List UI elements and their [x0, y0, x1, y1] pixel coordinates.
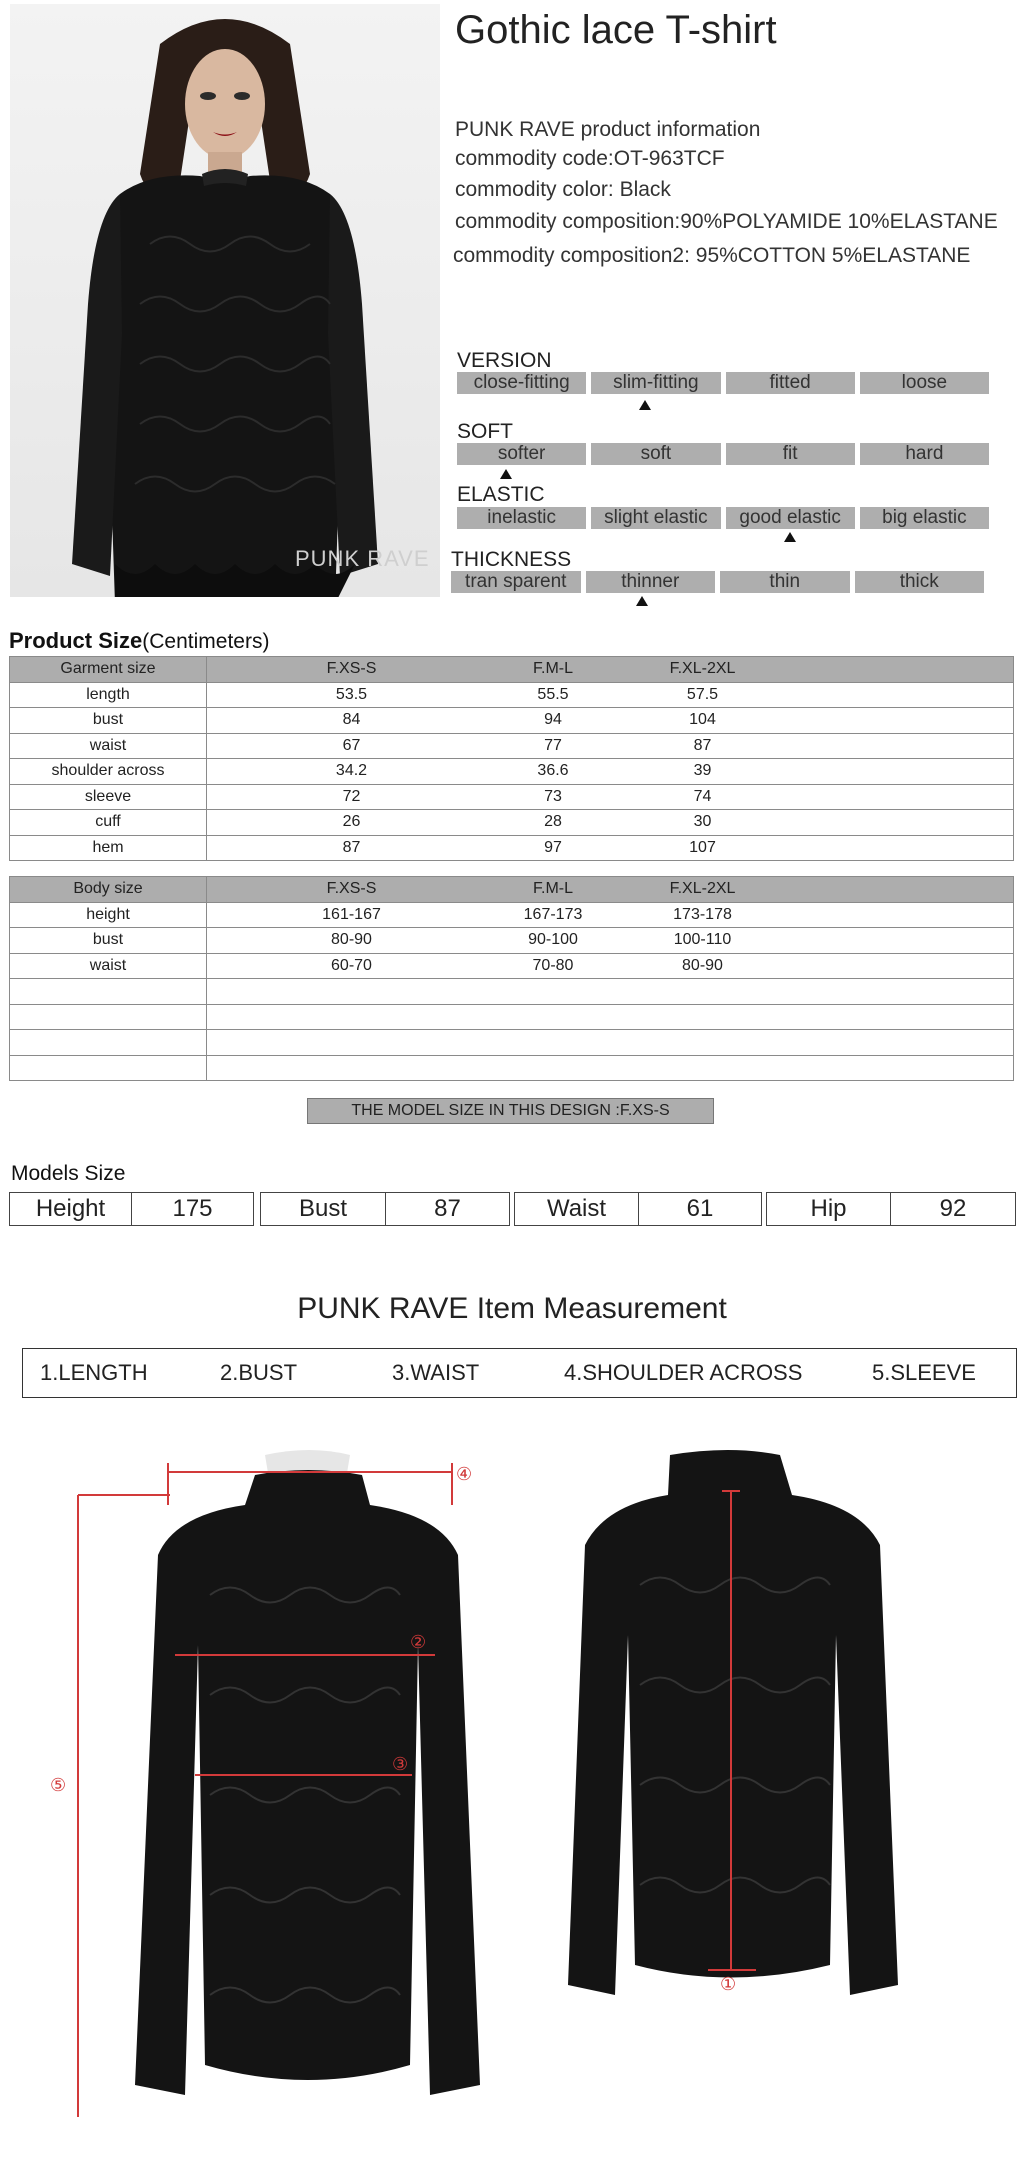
composition2-label: commodity composition2: [453, 244, 690, 267]
thickness-heading: THICKNESS [451, 548, 572, 571]
row-label: bust [10, 708, 207, 734]
cell: 87 [693, 736, 712, 754]
marker-waist: ③ [392, 1754, 409, 1775]
code-label: commodity code: [455, 147, 614, 170]
header-cell: Body size [10, 877, 207, 903]
empty-cell [10, 979, 207, 1005]
empty-cell [207, 979, 1014, 1005]
table-row [10, 733, 1014, 759]
soft-scale [457, 443, 989, 465]
measurement-title: PUNK RAVE Item Measurement [297, 1292, 727, 1325]
thickness-indicator [636, 596, 648, 606]
empty-row [10, 1004, 1014, 1030]
header-cell: F.XL-2XL [669, 660, 736, 678]
empty-cell [10, 1030, 207, 1056]
commodity-composition2 [453, 244, 970, 268]
cell: 94 [544, 711, 562, 729]
product-size-title: Product Size [9, 628, 143, 653]
header-cell: F.M-L [533, 660, 573, 678]
row-label: hem [10, 835, 207, 861]
cell: 87 [342, 838, 361, 856]
model-illustration [10, 4, 440, 597]
version-option: close-fitting [457, 372, 586, 394]
thickness-option: thinner [586, 571, 716, 593]
row-values [207, 953, 1014, 979]
table-row [10, 682, 1014, 708]
soft-option: hard [860, 443, 989, 465]
table-header-row [10, 657, 1014, 683]
row-label: sleeve [10, 784, 207, 810]
legend-bust: 2.BUST [220, 1360, 298, 1385]
soft-indicator [500, 469, 512, 479]
garment-size-table [9, 656, 1014, 861]
marker-sleeve: ⑤ [50, 1775, 67, 1796]
header-values [207, 657, 1014, 683]
version-indicator [639, 400, 651, 410]
garment-front [40, 1445, 520, 2135]
code-value: OT-963TCF [613, 147, 725, 170]
cell: 73 [544, 787, 562, 805]
row-values [207, 902, 1014, 928]
table-row [10, 953, 1014, 979]
table-header-row [10, 877, 1014, 903]
soft-option: fit [726, 443, 855, 465]
model-hip-value: 92 [939, 1195, 967, 1222]
soft-heading: SOFT [457, 420, 513, 443]
legend-length: 1.LENGTH [40, 1360, 148, 1385]
cell: 107 [689, 838, 716, 856]
row-values [207, 810, 1014, 836]
cell: 55.5 [537, 685, 569, 703]
row-values [207, 733, 1014, 759]
color-label: commodity color: [455, 178, 614, 201]
garment-back [530, 1445, 980, 2005]
model-hip-label: Hip [767, 1193, 891, 1225]
cell: 34.2 [335, 762, 368, 780]
empty-cell [207, 1030, 1014, 1056]
cell: 53.5 [335, 685, 368, 703]
measurement-legend [22, 1348, 1017, 1398]
cell: 161-167 [322, 905, 381, 923]
elastic-scale [457, 507, 989, 529]
product-title: Gothic lace T-shirt [455, 8, 777, 52]
cell: 60-70 [331, 956, 372, 974]
model-hip [766, 1192, 1016, 1226]
color-value: Black [619, 178, 671, 201]
model-waist-value: 61 [686, 1195, 714, 1222]
row-label: waist [10, 733, 207, 759]
cell: 167-173 [523, 905, 583, 923]
elastic-option: slight elastic [591, 507, 720, 529]
garment-back-illustration [530, 1445, 980, 2005]
row-values [207, 835, 1014, 861]
cell: 74 [693, 787, 712, 805]
row-label: bust [10, 928, 207, 954]
cell: 26 [342, 813, 361, 831]
empty-cell [207, 1055, 1014, 1081]
header-values [207, 877, 1014, 903]
cell: 67 [342, 736, 361, 754]
legend-waist: 3.WAIST [392, 1360, 480, 1385]
product-size-unit: (Centimeters) [142, 630, 270, 653]
soft-option: softer [457, 443, 586, 465]
header-cell: F.XL-2XL [669, 880, 736, 898]
thickness-option: thin [720, 571, 850, 593]
row-label: length [10, 682, 207, 708]
version-scale [457, 372, 989, 394]
marker-bust: ② [410, 1632, 427, 1653]
cell: 57.5 [686, 685, 719, 703]
elastic-option: inelastic [457, 507, 586, 529]
composition-value: 90%POLYAMIDE 10%ELASTANE [680, 210, 998, 233]
commodity-composition [455, 210, 998, 234]
cell: 97 [544, 838, 562, 856]
header-cell: F.M-L [533, 880, 573, 898]
legend-shoulder-across: 4.SHOULDER ACROSS [564, 1360, 803, 1385]
photo-watermark: PUNK RAVE [295, 546, 430, 571]
elastic-option: good elastic [726, 507, 855, 529]
row-label: waist [10, 953, 207, 979]
cell: 80-90 [331, 931, 372, 949]
composition-label: commodity composition: [455, 210, 681, 233]
empty-row [10, 1055, 1014, 1081]
header-cell: F.XS-S [326, 660, 377, 678]
cell: 173-178 [673, 905, 732, 923]
row-values [207, 759, 1014, 785]
elastic-option: big elastic [860, 507, 989, 529]
version-option: fitted [726, 372, 855, 394]
empty-row [10, 979, 1014, 1005]
cell: 72 [342, 787, 361, 805]
brand-line: PUNK RAVE product information [455, 118, 761, 141]
version-option: loose [860, 372, 989, 394]
cell: 70-80 [532, 956, 574, 974]
cell: 77 [544, 736, 562, 754]
cell: 39 [693, 762, 712, 780]
table-row [10, 810, 1014, 836]
cell: 84 [342, 711, 361, 729]
garment-front-illustration [40, 1445, 520, 2135]
header-cell: Garment size [10, 657, 207, 683]
row-values [207, 784, 1014, 810]
marker-length: ① [720, 1974, 737, 1994]
header-cell: F.XS-S [326, 880, 377, 898]
empty-cell [207, 1004, 1014, 1030]
row-label: shoulder across [10, 759, 207, 785]
model-height-value: 175 [172, 1195, 213, 1222]
cell: 90-100 [528, 931, 578, 949]
thickness-option: tran sparent [451, 571, 581, 593]
row-label: cuff [10, 810, 207, 836]
models-size-title: Models Size [11, 1162, 126, 1185]
composition2-value: 95%COTTON 5%ELASTANE [695, 244, 971, 267]
model-bust-label: Bust [261, 1193, 386, 1225]
table-row [10, 784, 1014, 810]
cell: 80-90 [682, 956, 723, 974]
model-bust-value: 87 [434, 1195, 461, 1222]
table-row [10, 759, 1014, 785]
row-label: height [10, 902, 207, 928]
model-height [9, 1192, 254, 1226]
body-size-table [9, 876, 1014, 1081]
table-row [10, 835, 1014, 861]
row-values [207, 682, 1014, 708]
version-heading: VERSION [457, 349, 552, 372]
commodity-color [455, 178, 671, 202]
thickness-scale [451, 571, 984, 593]
cell: 36.6 [537, 762, 569, 780]
soft-option: soft [591, 443, 720, 465]
model-waist [514, 1192, 762, 1226]
cell: 100-110 [673, 931, 732, 949]
cell: 28 [544, 813, 562, 831]
row-values [207, 928, 1014, 954]
table-row [10, 708, 1014, 734]
model-size-note: THE MODEL SIZE IN THIS DESIGN :F.XS-S [307, 1098, 714, 1124]
model-height-label: Height [10, 1193, 132, 1225]
cell: 30 [693, 813, 712, 831]
empty-cell [10, 1004, 207, 1030]
table-row [10, 928, 1014, 954]
model-waist-label: Waist [515, 1193, 639, 1225]
product-size-heading [9, 628, 269, 654]
empty-row [10, 1030, 1014, 1056]
cell: 104 [689, 711, 716, 729]
version-option: slim-fitting [591, 372, 720, 394]
empty-cell [10, 1055, 207, 1081]
table-row [10, 902, 1014, 928]
thickness-option: thick [855, 571, 985, 593]
legend-sleeve: 5.SLEEVE [872, 1360, 976, 1385]
marker-shoulder: ④ [456, 1464, 473, 1485]
model-bust [260, 1192, 510, 1226]
model-photo [10, 4, 440, 597]
commodity-code [455, 147, 725, 171]
elastic-indicator [784, 532, 796, 542]
elastic-heading: ELASTIC [457, 483, 545, 506]
row-values [207, 708, 1014, 734]
